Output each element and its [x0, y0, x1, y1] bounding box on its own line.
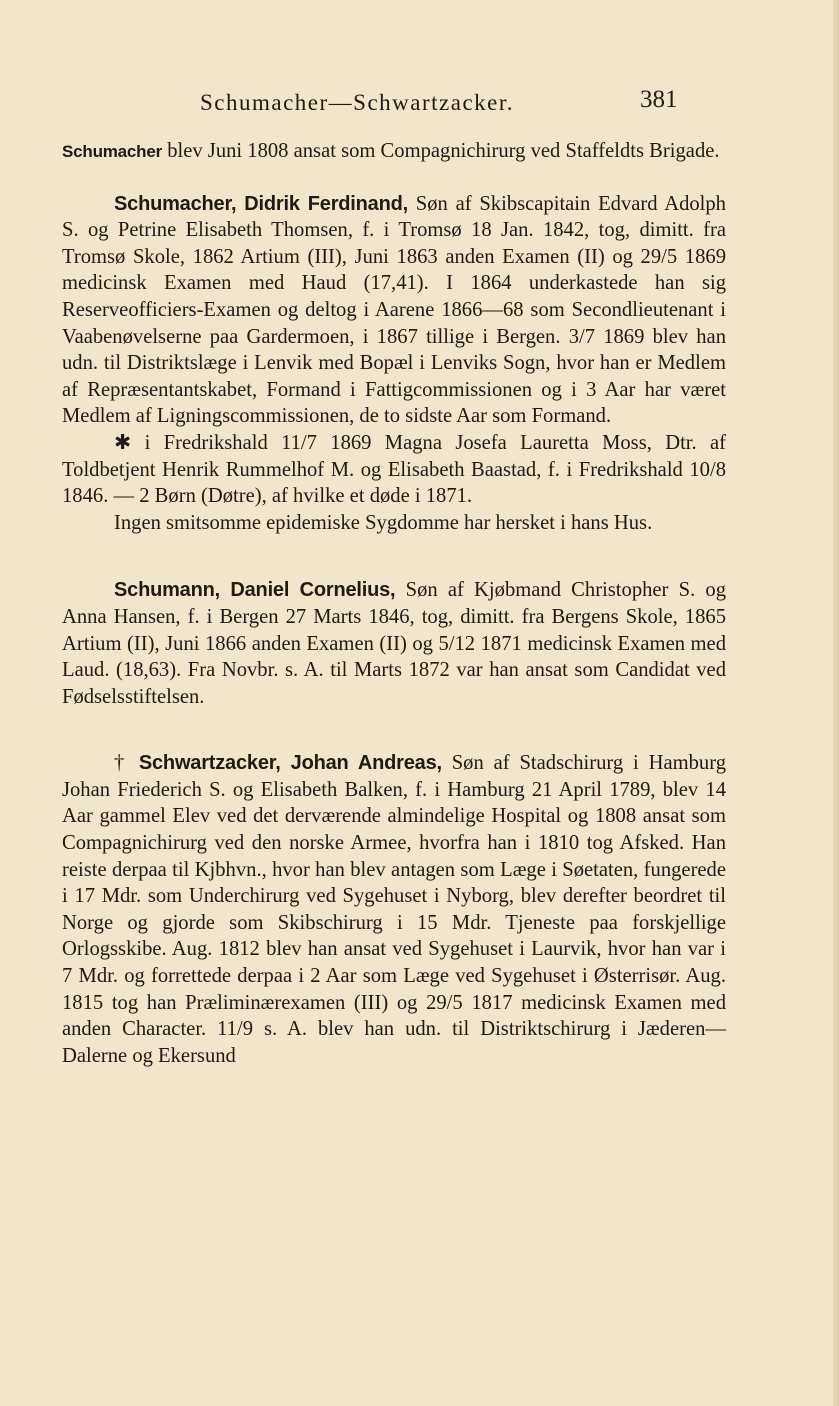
note-paragraph: Ingen smitsomme epidemiske Sygdomme har hersket i hans Hus.: [114, 511, 653, 534]
page-number: 381: [640, 86, 678, 113]
entry-schumann-daniel: [62, 577, 726, 710]
entry-paragraph: [62, 577, 726, 710]
entry-text: blev Juni 1808 ansat som Compagnichirurg ved Staffeldts Brigade.: [162, 140, 720, 162]
dagger-mark: †: [114, 752, 139, 775]
headword: Schumacher: [62, 142, 163, 161]
headword: Schumacher, Didrik Ferdinand,: [114, 192, 408, 215]
entry-text: Søn af Stadschirurg i Hamburg Johan Friederich S. og Elisabeth Balken, f. i Hamburg 21 April 1789, blev 14 Aar gammel Elev ved det derværende almindelige Hospital og 1808 ansat som Compagnichirurg ved den norske Armee, hvorfra han i 1810 tog Afsked. Han reiste derpaa til Kjbhvn., hvor han blev antagen som Læge i Søetaten, fungerede i 17 Mdr. som Underchirurg ved Sygehuset i Nyborg, blev derefter beordret til Norge og gjorde som Skibschirurg i 15 Mdr. Tjeneste paa forskjellige Orlogsskibe. Aug. 1812 blev han ansat ved Sygehuset i Laurvik, hvor han var i 7 Mdr. og forrettede derpaa i 2 Aar som Læge ved Sygehuset i Østerrisør. Aug. 1815 tog han Præliminærexamen (III) og 29/5 1817 medicinsk Examen med anden Character. 11/9 s. A. blev han udn. til Distriktschirurg i Jæderen—Dalerne og Ekersund: [62, 752, 727, 1067]
entry-schumacher-didrik: [62, 191, 726, 537]
page-edge: [833, 0, 839, 1406]
entry-text: Søn af Skibscapitain Edvard Adolph S. og Petrine Elisabeth Thomsen, f. i Tromsø 18 Jan. 1842, tog, dimitt. fra Tromsø Skole, 1862 Artium (III), Juni 1863 anden Examen (II) og 29/5 1869 medicinsk Examen med Haud (17,41). I 1864 underkastede han sig Reserveofficiers-Examen og deltog i Aarene 1866—68 som Secondlieutenant i Vaabenøvelserne paa Gardermoen, i 1867 tillige i Bergen. 3/7 1869 blev han udn. til Distriktslæge i Lenvik med Bopæl i Lenviks Sogn, hvor han er Medlem af Repræsentantskabet, Formand i Fattigcommissionen og i 3 Aar har været Medlem af Ligningscommissionen, de to sidste Aar som Formand.: [62, 192, 726, 428]
entry-paragraph: [62, 138, 726, 166]
marriage-paragraph: ✱ i Fredrikshald 11/7 1869 Magna Josefa Lauretta Moss, Dtr. af Toldbetjent Henrik Rummelhof M. og Elisabeth Baastad, f. i Fredrikshald 10/8 1846. — 2 Børn (Døtre), af hvilke et døde i 1871.: [62, 431, 726, 508]
entry-paragraph: [62, 750, 726, 1069]
headword: Schwartzacker, Johan Andreas,: [138, 752, 442, 775]
running-head: Schumacher—Schwartzacker.: [200, 90, 515, 115]
headword: Schumann, Daniel Cornelius,: [114, 579, 396, 602]
entry-text: Søn af Kjøbmand Christopher S. og Anna Hansen, f. i Bergen 27 Marts 1846, tog, dimitt. fra Bergens Skole, 1865 Artium (II), Juni 1866 anden Examen (II) og 5/12 1871 medicinsk Examen med Laud. (18,63). Fra Novbr. s. A. til Marts 1872 var han ansat som Candidat ved Fødselsstiftelsen.: [62, 579, 727, 708]
entry-paragraph: [62, 191, 726, 430]
entry-schwartzacker-johan: [62, 750, 726, 1069]
entry-schumacher: [62, 138, 726, 166]
page-header: [0, 86, 839, 126]
page-body: [62, 138, 726, 1069]
